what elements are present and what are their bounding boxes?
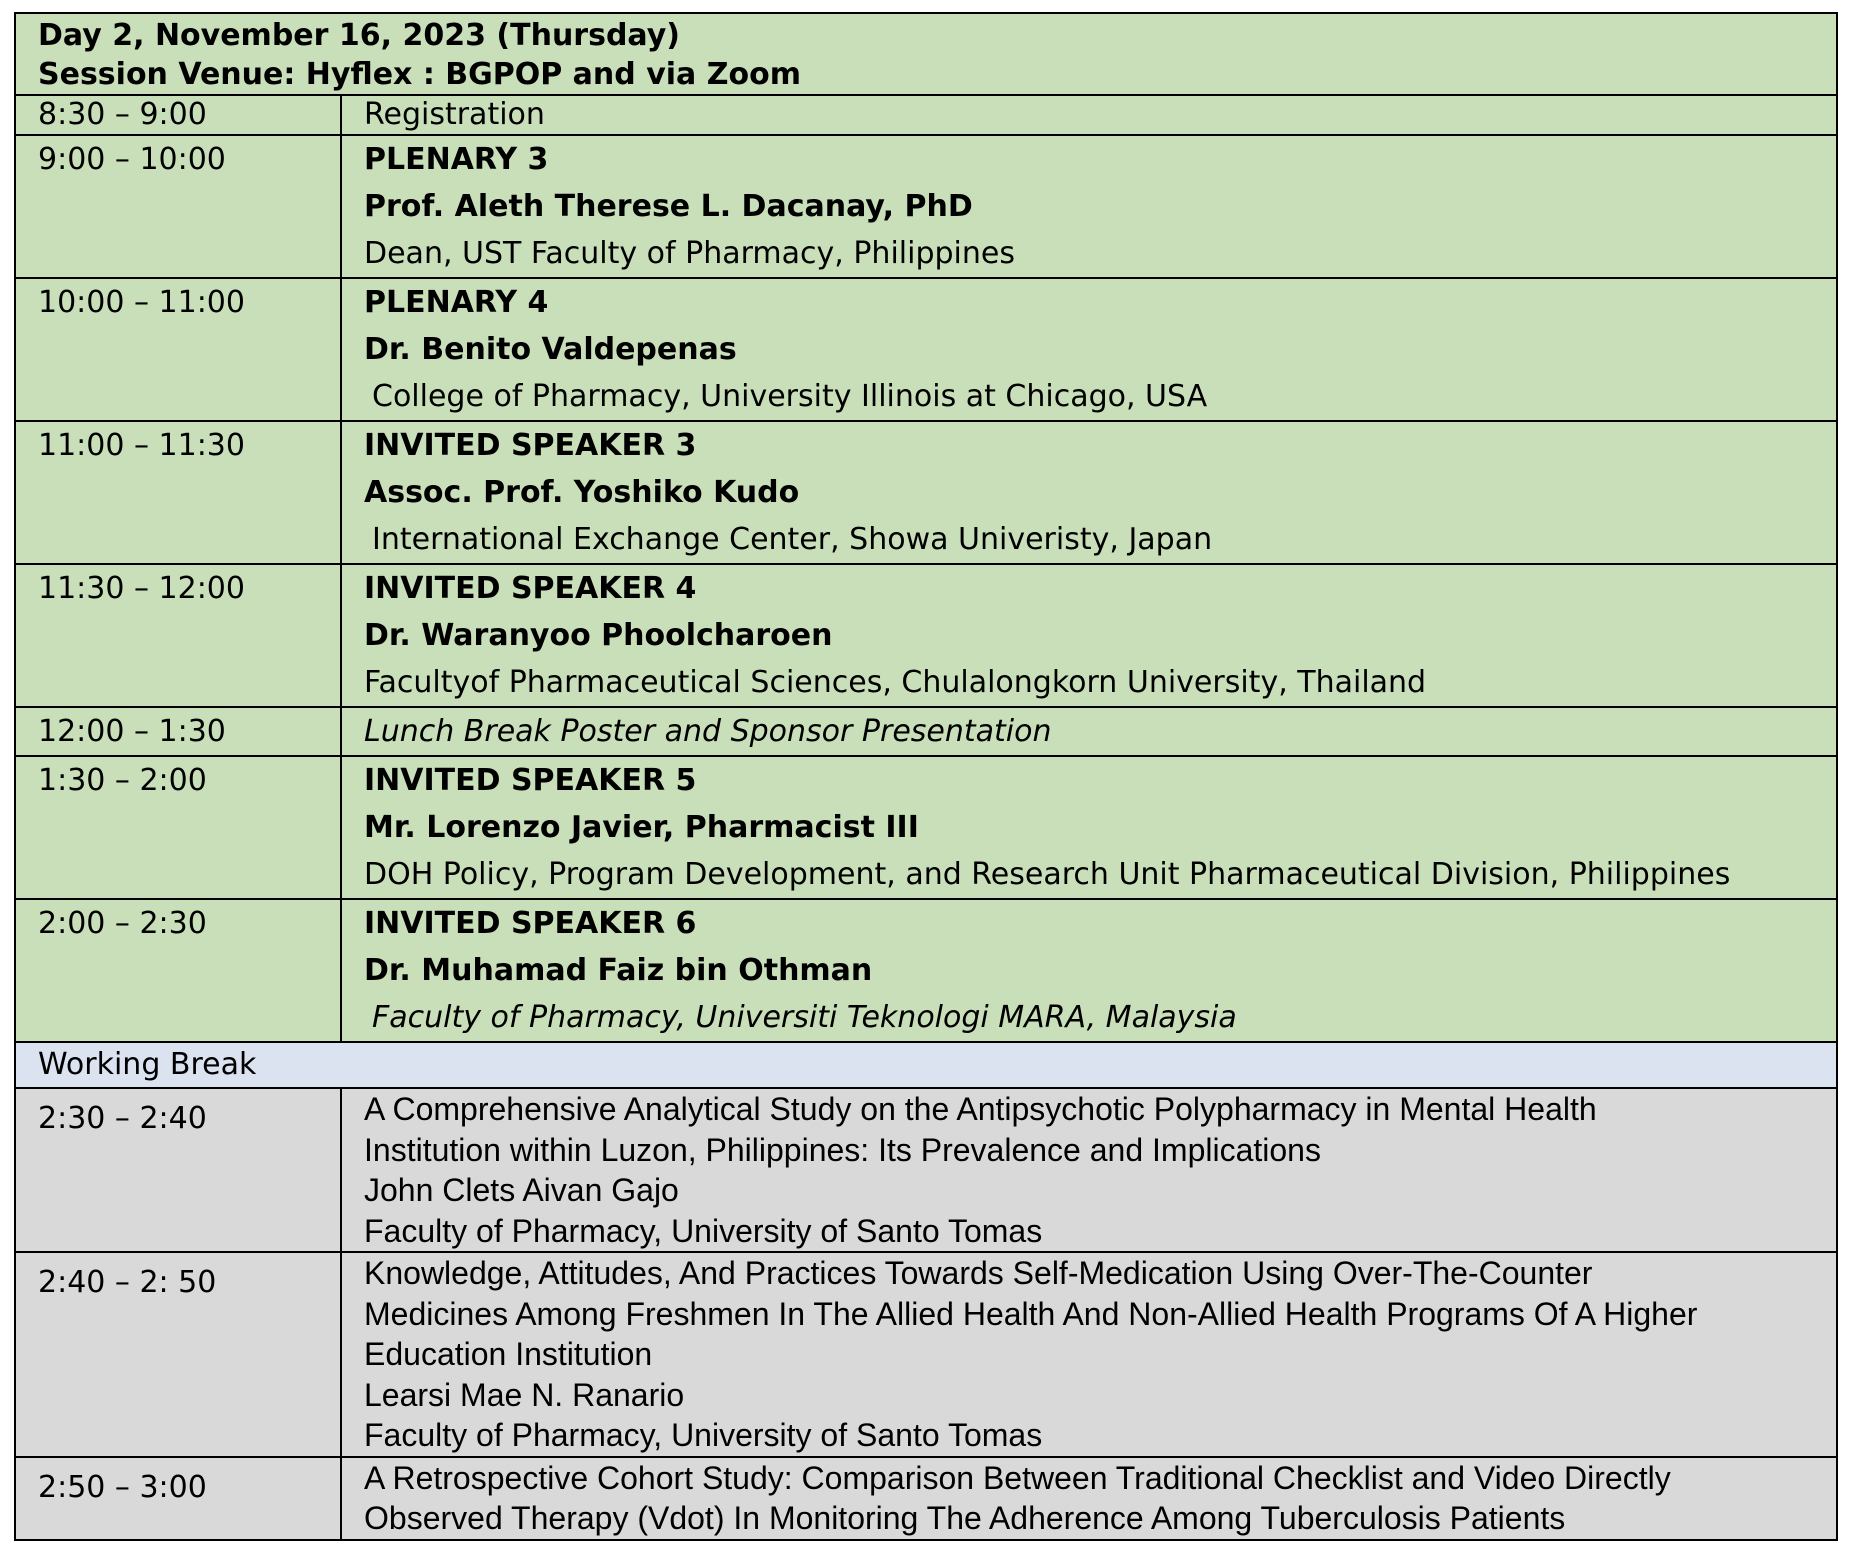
session-type: INVITED SPEAKER 5 xyxy=(364,763,697,798)
presentation-row xyxy=(15,1457,1837,1540)
day-header-cell xyxy=(15,13,1837,95)
presentation-content xyxy=(341,1252,1837,1457)
speaker-name: Dr. Muhamad Faiz bin Othman xyxy=(364,953,873,988)
time-cell: 10:00 – 11:00 xyxy=(15,278,341,421)
session-type: INVITED SPEAKER 4 xyxy=(364,571,697,606)
time-cell: 12:00 – 1:30 xyxy=(15,707,341,756)
session-content xyxy=(341,421,1837,564)
time-cell: 2:50 – 3:00 xyxy=(15,1457,341,1540)
speaker-name: Mr. Lorenzo Javier, Pharmacist III xyxy=(364,810,919,845)
presentation-row xyxy=(15,1088,1837,1252)
session-type: PLENARY 3 xyxy=(364,142,549,177)
working-break-label: Working Break xyxy=(15,1042,1837,1088)
session-text: Registration xyxy=(341,95,1837,135)
time-cell: 11:00 – 11:30 xyxy=(15,421,341,564)
session-row xyxy=(15,564,1837,707)
session-type: PLENARY 4 xyxy=(364,285,549,320)
day-header-row xyxy=(15,13,1837,95)
presenter-name: John Clets Aivan Gajo xyxy=(364,1172,679,1208)
time-cell: 2:40 – 2: 50 xyxy=(15,1252,341,1457)
session-text: Lunch Break Poster and Sponsor Presentation xyxy=(341,707,1837,756)
session-venue: Session Venue: Hyflex : BGPOP and via Zoom xyxy=(38,57,801,92)
session-type: INVITED SPEAKER 6 xyxy=(364,906,697,941)
speaker-affiliation: College of Pharmacy, University Illinois at Chicago, USA xyxy=(372,379,1208,414)
session-row xyxy=(15,899,1837,1042)
session-row xyxy=(15,756,1837,899)
time-cell: 1:30 – 2:00 xyxy=(15,756,341,899)
presentation-title-line: A Retrospective Cohort Study: Comparison Between Traditional Checklist and Video Directly xyxy=(364,1459,1671,1496)
time-cell: 2:00 – 2:30 xyxy=(15,899,341,1042)
session-row xyxy=(15,278,1837,421)
speaker-affiliation: Faculty of Pharmacy, Universiti Teknologi MARA, Malaysia xyxy=(372,1000,1237,1035)
working-break-row xyxy=(15,1042,1837,1088)
session-content xyxy=(341,135,1837,278)
presentation-content xyxy=(341,1088,1837,1252)
speaker-affiliation: Facultyof Pharmaceutical Sciences, Chulalongkorn University, Thailand xyxy=(364,665,1427,700)
schedule-table xyxy=(14,12,1838,1541)
presentation-title-line: Institution within Luzon, Philippines: Its Prevalence and Implications xyxy=(364,1131,1321,1168)
time-cell: 2:30 – 2:40 xyxy=(15,1088,341,1252)
presentation-title-line: Medicines Among Freshmen In The Allied Health And Non-Allied Health Programs Of A Higher xyxy=(364,1295,1698,1332)
presentation-title-line: A Comprehensive Analytical Study on the Antipsychotic Polypharmacy in Mental Health xyxy=(364,1091,1597,1127)
speaker-affiliation: International Exchange Center, Showa Univeristy, Japan xyxy=(372,522,1213,557)
session-content xyxy=(341,899,1837,1042)
presenter-affiliation: Faculty of Pharmacy, University of Santo Tomas xyxy=(364,1212,1043,1249)
time-cell: 11:30 – 12:00 xyxy=(15,564,341,707)
session-content xyxy=(341,756,1837,899)
presentation-title-line: Knowledge, Attitudes, And Practices Towards Self-Medication Using Over-The-Counter xyxy=(364,1255,1593,1291)
speaker-affiliation: DOH Policy, Program Development, and Research Unit Pharmaceutical Division, Philippines xyxy=(364,857,1731,892)
speaker-name: Dr. Waranyoo Phoolcharoen xyxy=(364,618,833,653)
session-type: INVITED SPEAKER 3 xyxy=(364,428,697,463)
speaker-name: Prof. Aleth Therese L. Dacanay, PhD xyxy=(364,189,973,224)
presentation-title-line: Education Institution xyxy=(364,1336,653,1372)
presentation-title-line: Observed Therapy (Vdot) In Monitoring The Adherence Among Tuberculosis Patients xyxy=(364,1500,1566,1536)
day-title: Day 2, November 16, 2023 (Thursday) xyxy=(38,18,681,53)
session-content xyxy=(341,564,1837,707)
session-content xyxy=(341,278,1837,421)
time-cell: 9:00 – 10:00 xyxy=(15,135,341,278)
session-row xyxy=(15,95,1837,135)
presenter-name: Learsi Mae N. Ranario xyxy=(364,1376,685,1413)
speaker-affiliation: Dean, UST Faculty of Pharmacy, Philippines xyxy=(364,236,1015,271)
session-row xyxy=(15,135,1837,278)
session-row xyxy=(15,707,1837,756)
speaker-name: Assoc. Prof. Yoshiko Kudo xyxy=(364,475,800,510)
presentation-content xyxy=(341,1457,1837,1540)
time-cell: 8:30 – 9:00 xyxy=(15,95,341,135)
presenter-affiliation: Faculty of Pharmacy, University of Santo Tomas xyxy=(364,1417,1043,1453)
speaker-name: Dr. Benito Valdepenas xyxy=(364,332,737,367)
session-row xyxy=(15,421,1837,564)
presentation-row xyxy=(15,1252,1837,1457)
